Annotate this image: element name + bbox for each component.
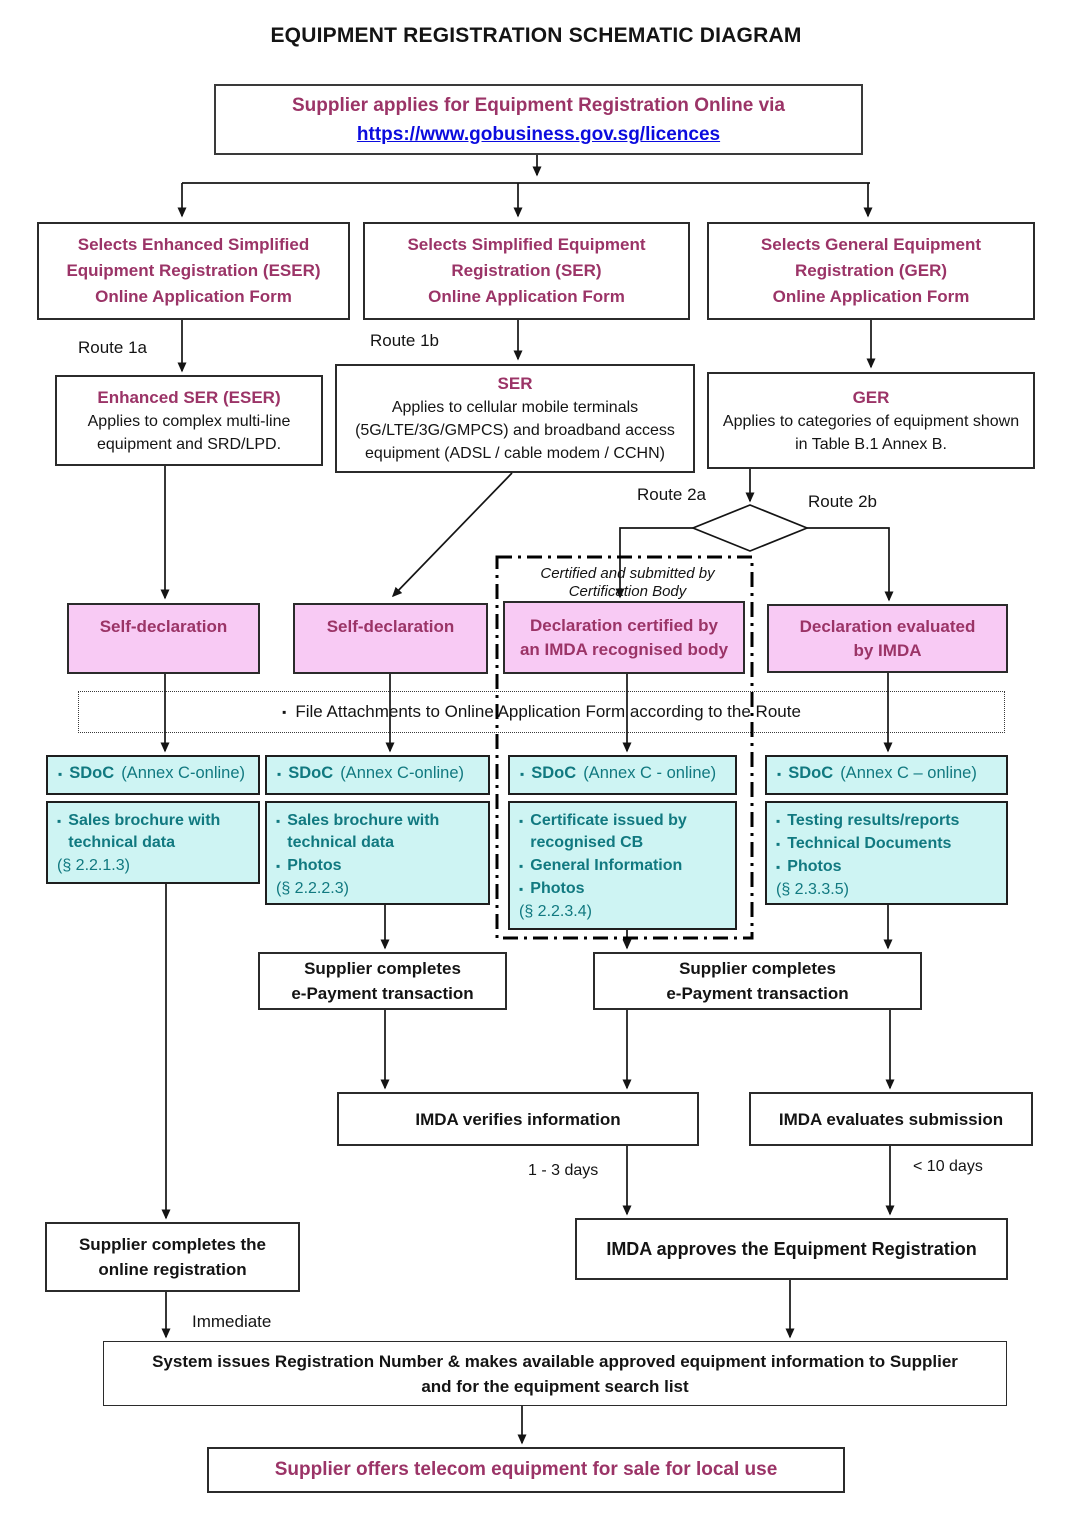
select-eser-line1: Selects Enhanced Simplified: [77, 235, 310, 254]
page-title: EQUIPMENT REGISTRATION SCHEMATIC DIAGRAM: [270, 24, 802, 47]
ger-description-box: [707, 372, 1035, 469]
route-2a-label: Route 2a: [637, 485, 706, 504]
self-declaration-label: Self-declaration: [99, 617, 228, 636]
sdoc-box-1: [46, 755, 260, 795]
final-sale-text: Supplier offers telecom equipment for sale for local use: [274, 1459, 778, 1480]
bullet-icon: ▪: [276, 859, 281, 873]
sdoc-label: SDoC: [788, 764, 834, 782]
final-sale-box: [207, 1447, 845, 1493]
online-registration-box: [45, 1222, 300, 1292]
epayment-line1: Supplier completes: [304, 959, 461, 978]
eser-body: Applies to complex multi-line equipment and SRD/LPD.: [87, 412, 291, 453]
imda-verifies-box: [337, 1092, 699, 1146]
select-ser-line1: Selects Simplified Equipment: [407, 235, 646, 254]
select-ger-line2: Registration (GER): [794, 261, 948, 280]
verify-duration-label: 1 - 3 days: [528, 1162, 599, 1179]
route-2b-label: Route 2b: [808, 492, 877, 511]
select-ser-line3: Online Application Form: [428, 287, 625, 306]
sdoc-box-3: [508, 755, 737, 795]
bullet-icon: ▪: [277, 767, 282, 781]
bullet-icon: ▪: [282, 705, 287, 719]
attachment-item: Technical Documents: [787, 835, 952, 852]
bullet-icon: ▪: [519, 814, 524, 828]
sdoc-annex: (Annex C - online): [583, 764, 717, 782]
start-text: Supplier applies for Equipment Registration Online via: [291, 94, 786, 116]
bullet-icon: ▪: [276, 814, 281, 828]
bullet-icon: ▪: [777, 767, 782, 781]
sdoc-box-4: [765, 755, 1008, 795]
evaluate-duration-label: < 10 days: [913, 1158, 983, 1175]
attachment-item: Sales brochure with technical data: [287, 812, 440, 851]
declaration-evaluated-line2: by IMDA: [853, 640, 922, 660]
epayment-line1: Supplier completes: [679, 959, 836, 978]
eser-title: Enhanced SER (ESER): [97, 387, 281, 407]
bullet-icon: ▪: [57, 814, 62, 828]
attachment-item: Certificate issued by recognised CB: [530, 812, 687, 851]
select-ser-line2: Registration (SER): [451, 261, 602, 280]
eser-description-box: [55, 375, 323, 466]
select-eser-box: [37, 222, 350, 320]
self-declaration-box-eser: [67, 603, 260, 674]
select-ger-box: [707, 222, 1035, 320]
ger-body: Applies to categories of equipment shown in Table B.1 Annex B.: [722, 412, 1020, 453]
sdoc-annex: (Annex C-online): [340, 764, 464, 782]
ser-description-box: [335, 364, 695, 473]
ser-body: Applies to cellular mobile terminals (5G/LTE/3G/GMPCS) and broadband access equipment (ADSL / cable modem / CCHN): [355, 399, 675, 462]
attachments-detail-box-4: [765, 801, 1008, 905]
declaration-evaluated-line1: Declaration evaluated: [799, 616, 976, 636]
route-1b-label: Route 1b: [370, 331, 439, 350]
epayment-box-right: [593, 952, 922, 1010]
certification-body-note: [505, 565, 750, 601]
attachment-item: Photos: [530, 880, 585, 897]
imda-evaluates-text: IMDA evaluates submission: [778, 1109, 1004, 1129]
attachments-detail-box-1: [46, 801, 260, 884]
select-eser-line2: Equipment Registration (ESER): [66, 261, 321, 280]
file-attachments-text: File Attachments to Online Application Form according to the Route: [295, 702, 801, 721]
file-attachments-banner: [78, 691, 1005, 733]
declaration-certified-line2: an IMDA recognised body: [519, 639, 729, 659]
attachment-item: Testing results/reports: [787, 812, 960, 829]
select-ser-box: [363, 222, 690, 320]
select-eser-line3: Online Application Form: [95, 287, 292, 306]
select-ger-line3: Online Application Form: [772, 287, 970, 306]
sdoc-annex: (Annex C-online): [121, 764, 245, 782]
epayment-line2: e-Payment transaction: [666, 984, 849, 1003]
attachment-item: Photos: [287, 857, 342, 874]
attachment-ref: (§ 2.2.2.3): [276, 880, 349, 897]
attachments-detail-box-2: [265, 801, 490, 905]
application-url-link[interactable]: https://www.gobusiness.gov.sg/licences: [356, 123, 721, 145]
attachments-detail-box-3: [508, 801, 737, 930]
sdoc-label: SDoC: [69, 764, 115, 782]
sdoc-annex: (Annex C – online): [840, 764, 977, 782]
bullet-icon: ▪: [519, 859, 524, 873]
online-registration-line1: Supplier completes the: [78, 1235, 267, 1254]
self-declaration-label: Self-declaration: [326, 617, 455, 636]
start-box: [214, 84, 863, 155]
decision-diamond: [693, 505, 807, 551]
attachment-item: Photos: [787, 858, 842, 875]
imda-approves-box: [575, 1218, 1008, 1280]
system-issues-line2: and for the equipment search list: [421, 1376, 689, 1396]
system-issues-line1: System issues Registration Number & makes available approved equipment information to Supplier: [152, 1351, 958, 1371]
cert-note-line1: Certified and submitted by: [540, 565, 715, 582]
online-registration-line2: online registration: [98, 1260, 247, 1279]
imda-verifies-text: IMDA verifies information: [415, 1109, 621, 1129]
sdoc-label: SDoC: [531, 764, 577, 782]
attachment-item: Sales brochure with technical data: [68, 812, 221, 851]
ser-title: SER: [497, 374, 533, 393]
attachment-ref: (§ 2.3.3.5): [776, 881, 849, 898]
ger-title: GER: [852, 387, 890, 407]
cert-note-line2: Certification Body: [568, 583, 687, 600]
bullet-icon: ▪: [58, 767, 63, 781]
bullet-icon: ▪: [519, 882, 524, 896]
bullet-icon: ▪: [776, 860, 781, 874]
epayment-line2: e-Payment transaction: [291, 984, 474, 1003]
attachment-ref: (§ 2.2.3.4): [519, 903, 592, 920]
bullet-icon: ▪: [520, 767, 525, 781]
imda-evaluates-box: [749, 1092, 1033, 1146]
bullet-icon: ▪: [776, 814, 781, 828]
route-1a-label: Route 1a: [78, 338, 147, 357]
self-declaration-box-ser: [293, 603, 488, 674]
imda-approves-text: IMDA approves the Equipment Registration: [606, 1238, 977, 1259]
bullet-icon: ▪: [776, 837, 781, 851]
immediate-label: Immediate: [192, 1312, 272, 1331]
sdoc-label: SDoC: [288, 764, 334, 782]
declaration-evaluated-box: [767, 604, 1008, 673]
declaration-certified-line1: Declaration certified by: [529, 615, 718, 635]
epayment-box-left: [258, 952, 507, 1010]
system-issues-box: [103, 1341, 1007, 1406]
declaration-certified-box: [503, 601, 745, 674]
attachment-item: General Information: [530, 857, 683, 874]
attachment-ref: (§ 2.2.1.3): [57, 857, 130, 874]
select-ger-line1: Selects General Equipment: [760, 235, 982, 254]
sdoc-box-2: [265, 755, 490, 795]
